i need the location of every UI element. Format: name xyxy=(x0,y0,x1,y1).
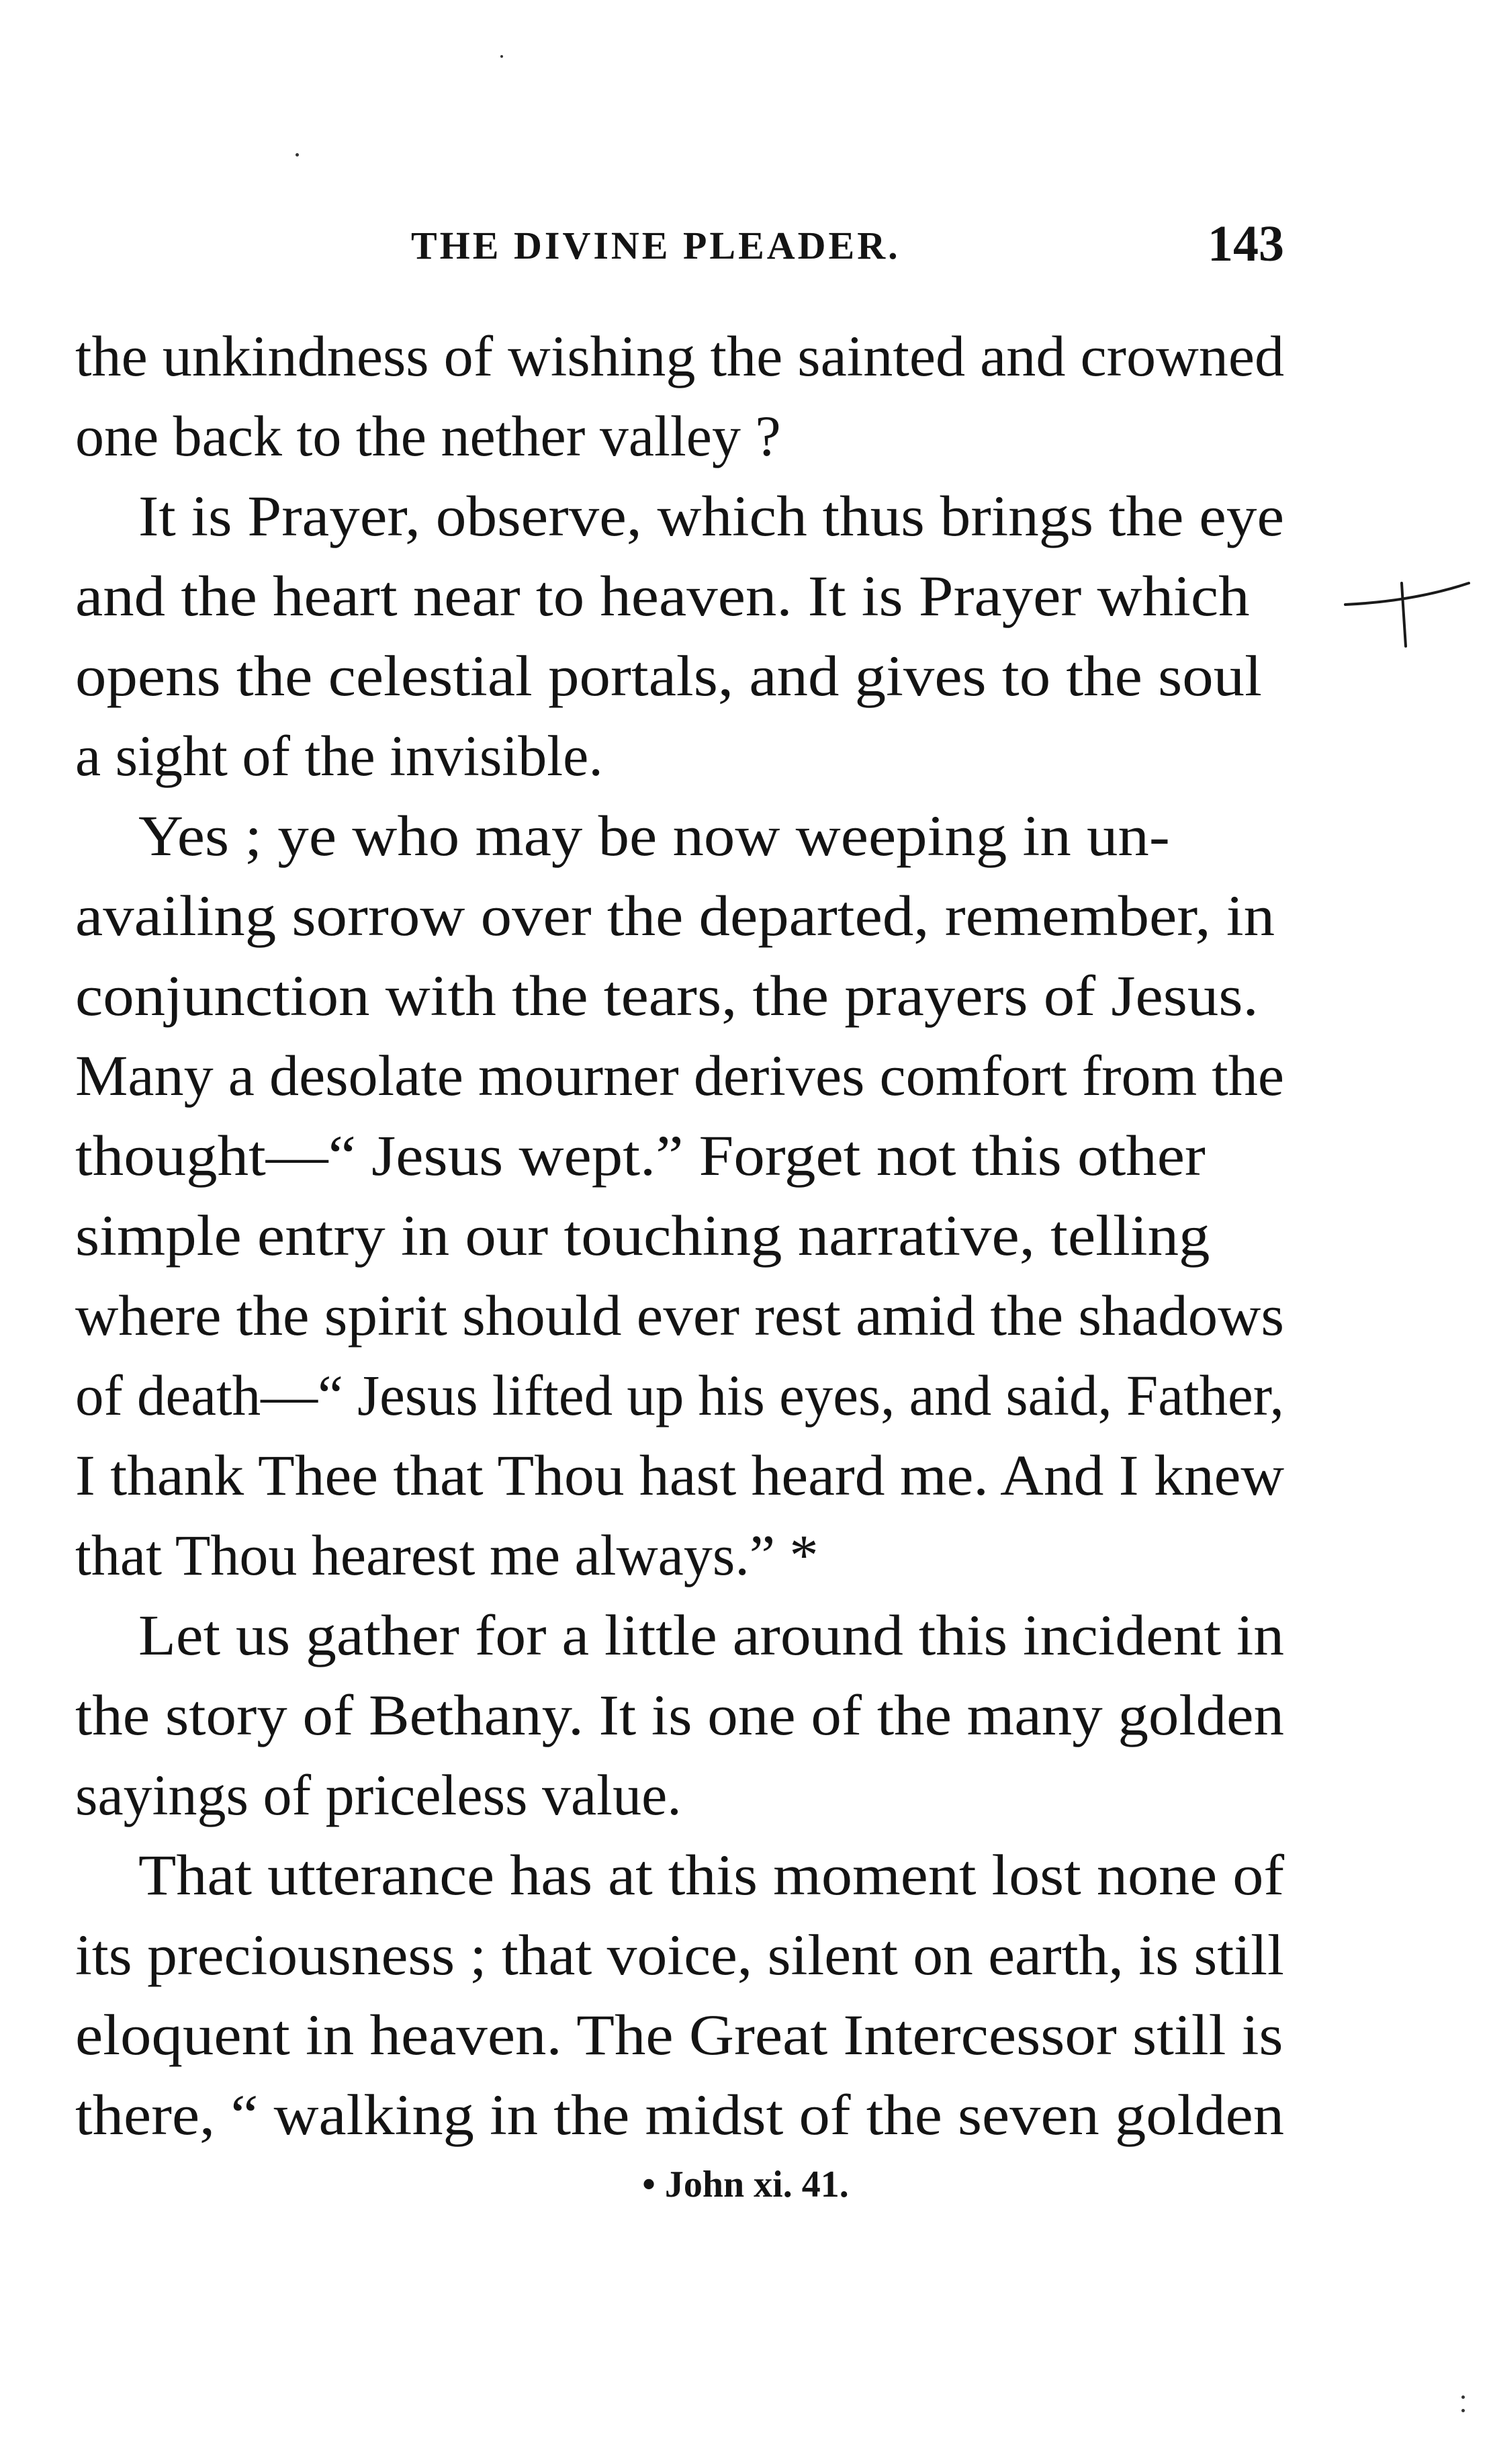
page-number: 143 xyxy=(1208,216,1284,272)
text-line xyxy=(75,562,1284,642)
text-line xyxy=(75,1921,1284,2001)
paper-speck xyxy=(500,55,503,58)
text-line-content: its preciousness ; that voice, silent on earth, is still xyxy=(75,1923,1284,1987)
text-line xyxy=(75,1601,1284,1681)
paper-speck xyxy=(296,153,299,157)
text-line-content: sayings of priceless value. xyxy=(75,1763,682,1827)
text-line-content: thought—“ Jesus wept.” Forget not this other xyxy=(75,1123,1206,1188)
text-line-content: where the spirit should ever rest amid the shadows xyxy=(75,1283,1285,1348)
text-line xyxy=(75,322,1284,402)
text-line xyxy=(75,802,1284,882)
text-line-content: the unkindness of wishing the sainted and crowned xyxy=(75,324,1285,388)
text-line xyxy=(75,482,1284,562)
text-line xyxy=(75,1681,1284,1761)
text-line xyxy=(75,1042,1284,1122)
text-line xyxy=(75,402,1284,482)
text-line-content: the story of Bethany. It is one of the many golden xyxy=(75,1683,1284,1747)
text-line-content: one back to the nether valley ? xyxy=(75,404,781,468)
text-line xyxy=(75,722,1284,802)
text-line xyxy=(75,1522,1284,1601)
text-line-content: opens the celestial portals, and gives to the soul xyxy=(75,644,1262,708)
text-line-content: conjunction with the tears, the prayers of Jesus. xyxy=(75,963,1259,1028)
text-line xyxy=(75,1841,1284,1921)
running-head: THE DIVINE PLEADER. xyxy=(411,224,901,267)
paper-speck xyxy=(1461,2409,1465,2412)
text-line xyxy=(75,1362,1284,1442)
text-line xyxy=(75,642,1284,722)
text-line xyxy=(75,2001,1284,2081)
text-line-content: that Thou hearest me always.” * xyxy=(75,1523,819,1587)
paper-speck xyxy=(1461,2395,1465,2399)
pencil-cross-mark xyxy=(1340,564,1474,652)
text-line-content: a sight of the invisible. xyxy=(75,723,603,788)
body-text xyxy=(75,322,1284,2161)
page-header xyxy=(75,215,1284,275)
text-line xyxy=(75,962,1284,1042)
text-line-content: Let us gather for a little around this incident in xyxy=(138,1603,1285,1667)
text-line-content: That utterance has at this moment lost none of xyxy=(138,1843,1285,1907)
text-line xyxy=(75,1761,1284,1841)
text-line xyxy=(75,882,1284,962)
text-line-content: of death—“ Jesus lifted up his eyes, and said, Father, xyxy=(75,1363,1284,1427)
text-line-content: and the heart near to heaven. It is Prayer which xyxy=(75,564,1250,628)
text-line xyxy=(75,1442,1284,1522)
text-line xyxy=(75,1122,1284,1202)
text-line-content: Yes ; ye who may be now weeping in un- xyxy=(138,803,1170,868)
text-line-content: I thank Thee that Thou hast heard me. And I knew xyxy=(75,1443,1285,1507)
text-line-content: there, “ walking in the midst of the seven golden xyxy=(75,2082,1285,2147)
text-line xyxy=(75,1282,1284,1362)
text-line xyxy=(75,2081,1284,2161)
text-line-content: simple entry in our touching narrative, telling xyxy=(75,1203,1210,1268)
text-line xyxy=(75,1202,1284,1282)
text-line-content: availing sorrow over the departed, remember, in xyxy=(75,883,1275,948)
text-line-content: eloquent in heaven. The Great Intercessor still is xyxy=(75,2003,1283,2067)
text-line-content: Many a desolate mourner derives comfort from the xyxy=(75,1043,1284,1108)
text-line-content: It is Prayer, observe, which thus brings the eye xyxy=(138,484,1285,548)
footnote: • John xi. 41. xyxy=(642,2164,849,2205)
